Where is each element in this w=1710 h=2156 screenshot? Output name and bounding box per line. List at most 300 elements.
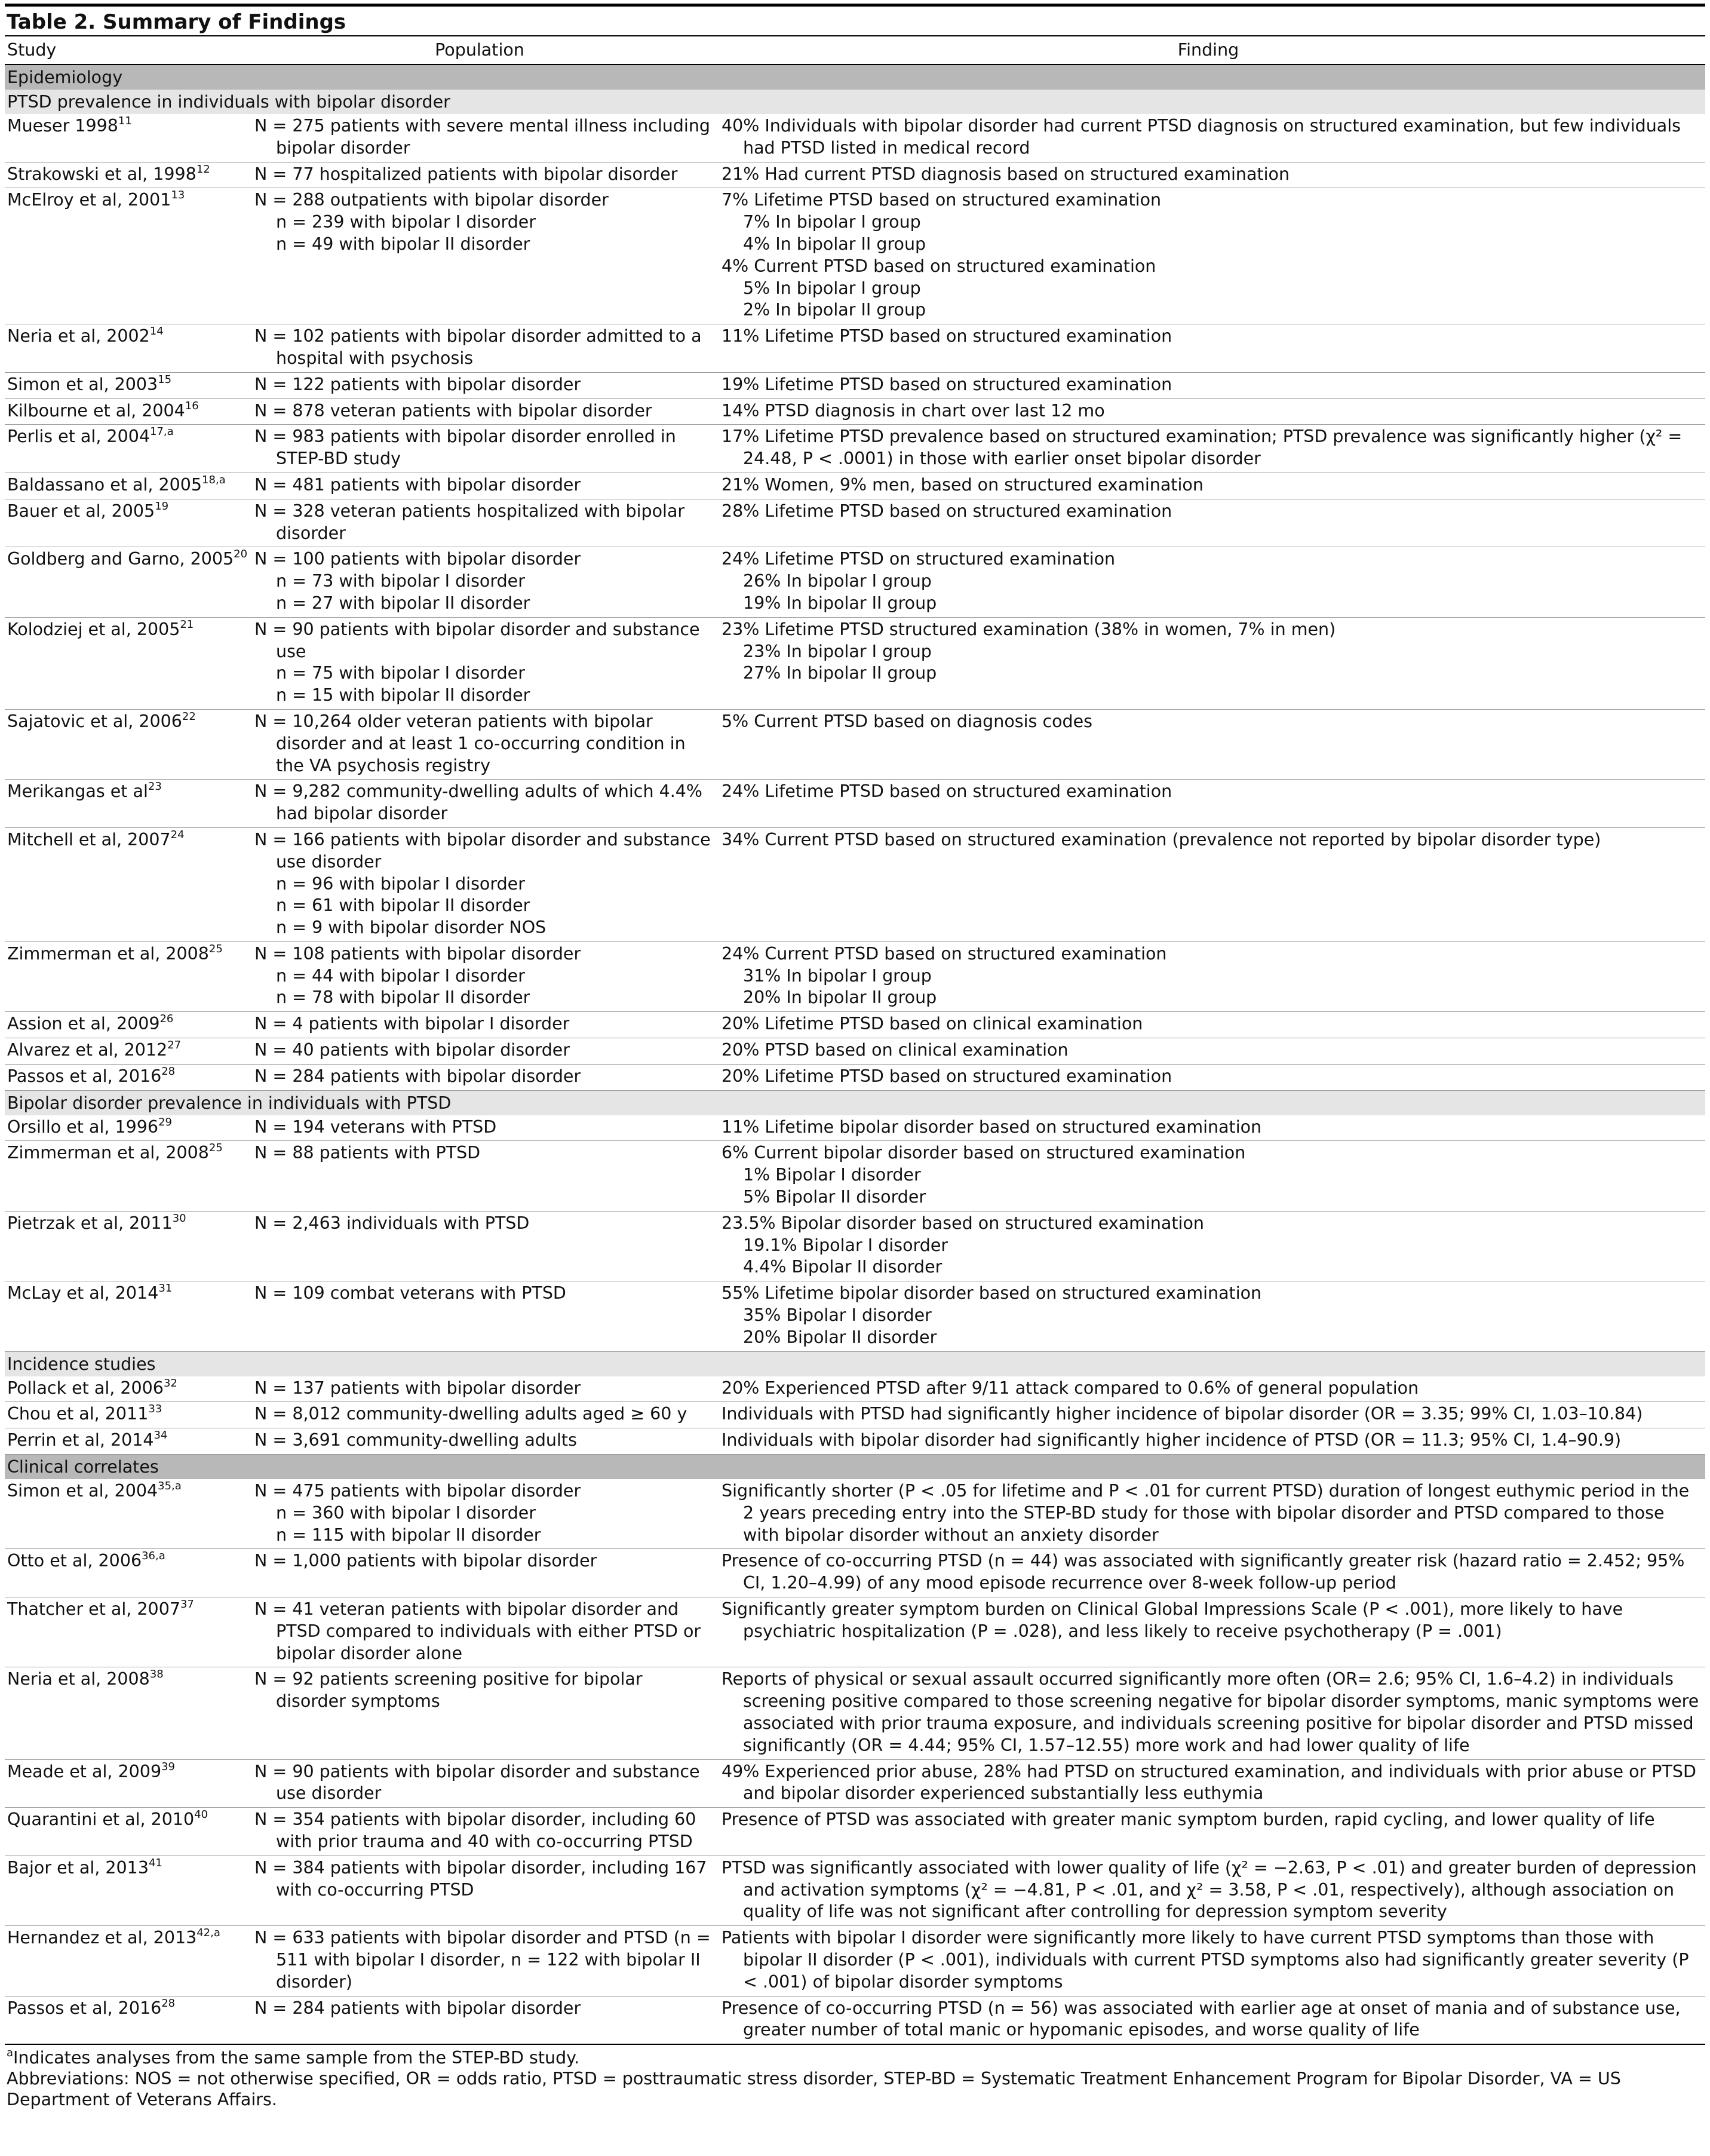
reference-mark: 32 bbox=[163, 1376, 177, 1390]
population-line: N = 109 combat veterans with PTSD bbox=[254, 1283, 566, 1304]
population-line: N = 137 patients with bipolar disorder bbox=[254, 1378, 581, 1398]
finding-line: 24% Current PTSD based on structured examination bbox=[722, 943, 1167, 964]
finding-cell bbox=[722, 426, 1705, 470]
population-cell bbox=[254, 943, 722, 1009]
population-cell bbox=[254, 164, 722, 186]
finding-cell bbox=[722, 1761, 1705, 1805]
subsection-header: PTSD prevalence in individuals with bipolar disorder bbox=[5, 90, 1705, 114]
finding-line: 40% Individuals with bipolar disorder had current PTSD diagnosis on structured examination, but few individuals had PTSD listed in medical record bbox=[722, 116, 1681, 158]
study-name: Kolodziej et al, 2005 bbox=[7, 619, 180, 639]
table-title: Table 2. Summary of Findings bbox=[7, 10, 346, 34]
finding-line: 7% Lifetime PTSD based on structured examination bbox=[722, 190, 1162, 210]
population-line: N = 328 veteran patients hospitalized with bipolar disorder bbox=[254, 501, 685, 543]
reference-mark: 12 bbox=[196, 162, 210, 176]
study-name: Goldberg and Garno, 2005 bbox=[7, 549, 234, 569]
population-line: N = 983 patients with bipolar disorder enrolled in STEP-BD study bbox=[254, 427, 676, 469]
finding-line: 6% Current bipolar disorder based on structured examination bbox=[722, 1143, 1246, 1163]
finding-cell bbox=[722, 1213, 1705, 1278]
population-cell bbox=[254, 115, 722, 160]
table-row bbox=[5, 1065, 1705, 1091]
finding-line: 20% Bipolar II disorder bbox=[743, 1327, 937, 1347]
reference-mark: 15 bbox=[158, 373, 172, 386]
reference-mark: 28 bbox=[161, 1996, 176, 2010]
finding-line: 4.4% Bipolar II disorder bbox=[743, 1257, 943, 1277]
reference-mark: 20 bbox=[234, 548, 248, 561]
table-row bbox=[5, 1667, 1705, 1759]
population-line: n = 239 with bipolar I disorder bbox=[276, 212, 536, 232]
study-cell bbox=[5, 1480, 254, 1546]
finding-cell bbox=[722, 943, 1705, 1009]
reference-mark: 22 bbox=[182, 710, 196, 723]
table-row bbox=[5, 425, 1705, 473]
study-cell bbox=[5, 1430, 254, 1452]
population-cell bbox=[254, 1283, 722, 1348]
table-row bbox=[5, 1402, 1705, 1428]
population-line: N = 284 patients with bipolar disorder bbox=[254, 1066, 581, 1086]
study-cell bbox=[5, 1066, 254, 1088]
section-header: Clinical correlates bbox=[5, 1455, 1705, 1479]
finding-line: 1% Bipolar I disorder bbox=[743, 1165, 921, 1185]
table-row bbox=[5, 373, 1705, 399]
study-cell bbox=[5, 474, 254, 496]
table-row bbox=[5, 1038, 1705, 1065]
population-line: N = 88 patients with PTSD bbox=[254, 1143, 481, 1163]
finding-line: 19% Lifetime PTSD based on structured examination bbox=[722, 374, 1172, 394]
study-cell bbox=[5, 1283, 254, 1348]
reference-mark: 24 bbox=[170, 828, 185, 841]
study-cell bbox=[5, 1998, 254, 2042]
finding-line: 34% Current PTSD based on structured examination (prevalence not reported by bipolar disorder type) bbox=[722, 829, 1601, 849]
population-cell bbox=[254, 374, 722, 396]
reference-mark: 13 bbox=[171, 189, 185, 202]
finding-cell bbox=[722, 1142, 1705, 1208]
finding-line: Individuals with bipolar disorder had significantly higher incidence of PTSD (OR = 11.3; 95% CI, 1.4–90.9) bbox=[722, 1430, 1622, 1450]
study-cell bbox=[5, 1809, 254, 1853]
population-cell bbox=[254, 1669, 722, 1756]
table-row bbox=[5, 499, 1705, 548]
population-cell bbox=[254, 326, 722, 370]
population-line: N = 288 outpatients with bipolar disorder bbox=[254, 190, 609, 210]
finding-cell bbox=[722, 1430, 1705, 1452]
finding-cell bbox=[722, 829, 1705, 939]
table-row bbox=[5, 710, 1705, 780]
table-row bbox=[5, 1479, 1705, 1549]
table-row bbox=[5, 1141, 1705, 1211]
study-name: Merikangas et al bbox=[7, 781, 148, 802]
population-line: N = 475 patients with bipolar disorder bbox=[254, 1481, 581, 1501]
reference-mark: 38 bbox=[149, 1668, 164, 1681]
finding-line: 5% Current PTSD based on diagnosis codes bbox=[722, 711, 1093, 731]
subsection-header: Incidence studies bbox=[5, 1352, 1705, 1376]
population-line: N = 166 patients with bipolar disorder and substance use disorder bbox=[254, 829, 711, 872]
study-name: Perrin et al, 2014 bbox=[7, 1430, 154, 1450]
study-cell bbox=[5, 115, 254, 160]
finding-line: 26% In bipolar I group bbox=[743, 571, 932, 591]
finding-cell bbox=[722, 1550, 1705, 1594]
finding-line: 4% Current PTSD based on structured examination bbox=[722, 256, 1156, 276]
population-cell bbox=[254, 1403, 722, 1425]
population-line: N = 92 patients screening positive for bipolar disorder symptoms bbox=[254, 1669, 643, 1712]
population-line: N = 4 patients with bipolar I disorder bbox=[254, 1014, 570, 1034]
finding-line: 20% Lifetime PTSD based on structured examination bbox=[722, 1066, 1172, 1086]
finding-cell bbox=[722, 1403, 1705, 1425]
population-cell bbox=[254, 1480, 722, 1546]
study-cell bbox=[5, 1761, 254, 1805]
population-line: n = 115 with bipolar II disorder bbox=[276, 1525, 541, 1545]
reference-mark: 19 bbox=[155, 499, 169, 513]
reference-mark: 16 bbox=[185, 399, 199, 412]
header-finding: Finding bbox=[1177, 39, 1239, 60]
study-name: Orsillo et al, 1996 bbox=[7, 1117, 159, 1137]
population-line: n = 75 with bipolar I disorder bbox=[276, 663, 525, 683]
finding-cell bbox=[722, 619, 1705, 707]
finding-cell bbox=[722, 1039, 1705, 1062]
population-line: n = 49 with bipolar II disorder bbox=[276, 234, 530, 254]
study-name: Chou et al, 2011 bbox=[7, 1404, 149, 1424]
reference-mark: 42,a bbox=[197, 1927, 220, 1940]
population-line: n = 78 with bipolar II disorder bbox=[276, 987, 530, 1008]
population-line: n = 360 with bipolar I disorder bbox=[276, 1502, 536, 1523]
study-cell bbox=[5, 1039, 254, 1062]
population-line: n = 61 with bipolar II disorder bbox=[276, 895, 530, 916]
table-row bbox=[5, 618, 1705, 710]
table-row bbox=[5, 1926, 1705, 1996]
finding-line: 21% Had current PTSD diagnosis based on structured examination bbox=[722, 164, 1290, 184]
reference-mark: 40 bbox=[194, 1808, 208, 1821]
study-cell bbox=[5, 426, 254, 470]
population-line: N = 633 patients with bipolar disorder and PTSD (n = 511 with bipolar I disorder, n = 122 with bipolar II disorder) bbox=[254, 1928, 711, 1992]
finding-cell bbox=[722, 1066, 1705, 1088]
finding-cell bbox=[722, 474, 1705, 496]
finding-line: Significantly shorter (P < .05 for lifetime and P < .01 for current PTSD) duration of longest euthymic period in the 2 years preceding entry into the STEP-BD study for those with bipolar disorder and PTSD compared to those with bipolar disorder without an anxiety disorder bbox=[722, 1481, 1690, 1545]
population-line: n = 9 with bipolar disorder NOS bbox=[276, 918, 547, 938]
finding-line: 17% Lifetime PTSD prevalence based on structured examination; PTSD prevalence was significantly higher (χ² = 24.48, P < .0001) in those with earlier onset bipolar disorder bbox=[722, 427, 1683, 469]
reference-mark: 14 bbox=[149, 325, 164, 338]
finding-line: 35% Bipolar I disorder bbox=[743, 1305, 932, 1326]
finding-line: 14% PTSD diagnosis in chart over last 12 mo bbox=[722, 400, 1105, 421]
finding-cell bbox=[722, 711, 1705, 777]
table-row bbox=[5, 1597, 1705, 1667]
population-line: N = 878 veteran patients with bipolar disorder bbox=[254, 400, 652, 421]
population-line: N = 40 patients with bipolar disorder bbox=[254, 1040, 570, 1060]
footnote-text: Indicates analyses from the same sample from the STEP-BD study. bbox=[13, 2048, 580, 2068]
table-row bbox=[5, 1115, 1705, 1142]
study-cell bbox=[5, 1013, 254, 1035]
finding-line: 27% In bipolar II group bbox=[743, 663, 937, 683]
population-line: N = 384 patients with bipolar disorder, including 167 with co-occurring PTSD bbox=[254, 1857, 707, 1900]
finding-line: Presence of PTSD was associated with greater manic symptom burden, rapid cycling, and lower quality of life bbox=[722, 1810, 1655, 1830]
study-cell bbox=[5, 326, 254, 370]
population-cell bbox=[254, 1117, 722, 1139]
population-line: N = 10,264 older veteran patients with bipolar disorder and at least 1 co-occurring condition in the VA psychosis registry bbox=[254, 711, 686, 775]
finding-cell bbox=[722, 1117, 1705, 1139]
footnote-mark: a bbox=[7, 2047, 14, 2060]
population-cell bbox=[254, 1809, 722, 1853]
study-name: Bajor et al, 2013 bbox=[7, 1857, 149, 1878]
study-cell bbox=[5, 1669, 254, 1756]
population-line: N = 100 patients with bipolar disorder bbox=[254, 549, 581, 569]
study-name: Perlis et al, 2004 bbox=[7, 427, 150, 447]
finding-cell bbox=[722, 1998, 1705, 2042]
table-row bbox=[5, 942, 1705, 1012]
finding-line: Significantly greater symptom burden on Clinical Global Impressions Scale (P < .001), more likely to have psychiatric hospitalization (P = .028), and less likely to receive psychotherapy (P = .001) bbox=[722, 1599, 1623, 1641]
finding-line: Patients with bipolar I disorder were significantly more likely to have current PTSD symptoms than those with bipolar II disorder (P < .001), individuals with current PTSD symptoms also had significantly greater severity (P < .001) of bipolar disorder symptoms bbox=[722, 1928, 1689, 1992]
finding-cell bbox=[722, 501, 1705, 545]
study-cell bbox=[5, 781, 254, 825]
finding-line: Individuals with PTSD had significantly higher incidence of bipolar disorder (OR = 3.35; 99% CI, 1.03–10.84) bbox=[722, 1404, 1643, 1424]
finding-line: 23.5% Bipolar disorder based on structured examination bbox=[722, 1213, 1204, 1233]
population-cell bbox=[254, 1550, 722, 1594]
table-row bbox=[5, 188, 1705, 324]
study-cell bbox=[5, 1142, 254, 1208]
table-row bbox=[5, 114, 1705, 162]
study-cell bbox=[5, 164, 254, 186]
reference-mark: 34 bbox=[153, 1429, 168, 1442]
study-cell bbox=[5, 1403, 254, 1425]
header-study: Study bbox=[7, 39, 57, 60]
population-line: N = 9,282 community-dwelling adults of which 4.4% had bipolar disorder bbox=[254, 781, 703, 824]
table-row bbox=[5, 162, 1705, 189]
reference-mark: 25 bbox=[208, 1142, 223, 1155]
finding-line: 23% In bipolar I group bbox=[743, 641, 932, 661]
footnote bbox=[5, 2047, 1705, 2068]
population-cell bbox=[254, 1142, 722, 1208]
finding-cell bbox=[722, 164, 1705, 186]
study-cell bbox=[5, 1599, 254, 1664]
study-cell bbox=[5, 400, 254, 422]
finding-cell bbox=[722, 1378, 1705, 1400]
study-name: Meade et al, 2009 bbox=[7, 1761, 162, 1781]
study-name: McLay et al, 2014 bbox=[7, 1283, 159, 1304]
study-name: Passos et al, 2016 bbox=[7, 1998, 162, 2018]
finding-cell bbox=[722, 1013, 1705, 1035]
reference-mark: 41 bbox=[148, 1856, 162, 1869]
finding-line: 19.1% Bipolar I disorder bbox=[743, 1235, 948, 1255]
population-cell bbox=[254, 711, 722, 777]
study-name: Pietrzak et al, 2011 bbox=[7, 1213, 173, 1233]
study-name: Kilbourne et al, 2004 bbox=[7, 400, 185, 421]
abbreviations: Abbreviations: NOS = not otherwise specified, OR = odds ratio, PTSD = posttraumatic stress disorder, STEP-BD = Systematic Treatment Enhancement Program for Bipolar Disorder, VA = US Department of Veterans Affairs. bbox=[7, 2069, 1621, 2110]
table-row bbox=[5, 399, 1705, 425]
finding-line: Presence of co-occurring PTSD (n = 44) was associated with significantly greater risk (hazard ratio = 2.452; 95% CI, 1.20–4.99) of any mood episode recurrence over 8-week follow-up period bbox=[722, 1551, 1685, 1593]
finding-line: 24% Lifetime PTSD on structured examination bbox=[722, 549, 1116, 569]
reference-mark: 11 bbox=[118, 115, 132, 127]
table-row bbox=[5, 547, 1705, 617]
population-line: n = 73 with bipolar I disorder bbox=[276, 571, 525, 591]
reference-mark: 25 bbox=[208, 942, 223, 955]
finding-cell bbox=[722, 400, 1705, 422]
study-cell bbox=[5, 1857, 254, 1923]
population-line: n = 44 with bipolar I disorder bbox=[276, 965, 525, 986]
table-row bbox=[5, 1012, 1705, 1038]
population-line: N = 90 patients with bipolar disorder and substance use bbox=[254, 619, 700, 661]
table-row bbox=[5, 1996, 1705, 2045]
study-cell bbox=[5, 548, 254, 614]
study-name: Passos et al, 2016 bbox=[7, 1066, 162, 1086]
population-cell bbox=[254, 474, 722, 496]
study-cell bbox=[5, 711, 254, 777]
study-name: Assion et al, 2009 bbox=[7, 1014, 160, 1034]
finding-line: 55% Lifetime bipolar disorder based on structured examination bbox=[722, 1283, 1262, 1304]
population-cell bbox=[254, 1066, 722, 1088]
top-rule bbox=[5, 4, 1705, 7]
study-name: Bauer et al, 2005 bbox=[7, 501, 155, 521]
population-line: N = 41 veteran patients with bipolar disorder and PTSD compared to individuals with either PTSD or bipolar disorder alone bbox=[254, 1599, 701, 1663]
population-cell bbox=[254, 1599, 722, 1664]
table-row bbox=[5, 1760, 1705, 1808]
population-cell bbox=[254, 1430, 722, 1452]
finding-line: 23% Lifetime PTSD structured examination (38% in women, 7% in men) bbox=[722, 619, 1336, 639]
population-line: N = 77 hospitalized patients with bipolar disorder bbox=[254, 164, 678, 184]
population-cell bbox=[254, 1013, 722, 1035]
table-row bbox=[5, 780, 1705, 828]
population-line: N = 275 patients with severe mental illness including bipolar disorder bbox=[254, 116, 710, 158]
study-name: Neria et al, 2008 bbox=[7, 1669, 150, 1689]
population-cell bbox=[254, 829, 722, 939]
population-line: N = 2,463 individuals with PTSD bbox=[254, 1213, 530, 1233]
finding-line: 19% In bipolar II group bbox=[743, 593, 937, 613]
finding-line: 2% In bipolar II group bbox=[743, 300, 926, 320]
finding-line: 20% Experienced PTSD after 9/11 attack compared to 0.6% of general population bbox=[722, 1378, 1419, 1398]
reference-mark: 21 bbox=[180, 618, 194, 631]
finding-cell bbox=[722, 115, 1705, 160]
study-name: Simon et al, 2004 bbox=[7, 1481, 158, 1501]
population-cell bbox=[254, 1378, 722, 1400]
reference-mark: 36,a bbox=[142, 1550, 165, 1563]
reference-mark: 18,a bbox=[202, 473, 226, 486]
study-name: Quarantini et al, 2010 bbox=[7, 1810, 195, 1830]
study-cell bbox=[5, 189, 254, 321]
finding-line: 31% In bipolar I group bbox=[743, 965, 932, 986]
study-name: Baldassano et al, 2005 bbox=[7, 474, 202, 495]
finding-line: 5% Bipolar II disorder bbox=[743, 1187, 926, 1207]
population-line: N = 354 patients with bipolar disorder, including 60 with prior trauma and 40 with co-occurring PTSD bbox=[254, 1810, 696, 1851]
reference-mark: 23 bbox=[148, 780, 162, 793]
population-cell bbox=[254, 1927, 722, 1993]
study-cell bbox=[5, 619, 254, 707]
finding-cell bbox=[722, 1857, 1705, 1923]
table-row bbox=[5, 1376, 1705, 1403]
population-cell bbox=[254, 1213, 722, 1278]
study-name: Zimmerman et al, 2008 bbox=[7, 1143, 209, 1163]
finding-cell bbox=[722, 1927, 1705, 1993]
study-cell bbox=[5, 1117, 254, 1139]
reference-mark: 33 bbox=[148, 1403, 162, 1416]
finding-line: 21% Women, 9% men, based on structured examination bbox=[722, 474, 1204, 495]
study-cell bbox=[5, 501, 254, 545]
reference-mark: 17,a bbox=[149, 425, 174, 438]
reference-mark: 26 bbox=[159, 1013, 174, 1026]
study-name: Zimmerman et al, 2008 bbox=[7, 943, 209, 964]
population-line: N = 194 veterans with PTSD bbox=[254, 1117, 497, 1137]
study-cell bbox=[5, 1927, 254, 1993]
table-row bbox=[5, 828, 1705, 942]
finding-line: 11% Lifetime PTSD based on structured examination bbox=[722, 326, 1172, 346]
study-name: Simon et al, 2003 bbox=[7, 374, 158, 394]
finding-line: PTSD was significantly associated with lower quality of life (χ² = −2.63, P < .01) and greater burden of depression and activation symptoms (χ² = −4.81, P < .01, and χ² = 3.58, P < .01, respectively), although association on quality of life was not significant after controlling for depression symptom severity bbox=[722, 1857, 1697, 1922]
population-cell bbox=[254, 400, 722, 422]
reference-mark: 31 bbox=[158, 1282, 173, 1295]
table-row bbox=[5, 473, 1705, 499]
study-name: Otto et al, 2006 bbox=[7, 1551, 142, 1571]
table-row bbox=[5, 324, 1705, 373]
finding-line: 20% In bipolar II group bbox=[743, 987, 937, 1008]
table-header bbox=[5, 35, 1705, 65]
finding-line: 11% Lifetime bipolar disorder based on structured examination bbox=[722, 1117, 1262, 1137]
population-line: N = 8,012 community-dwelling adults aged ≥ 60 y bbox=[254, 1404, 687, 1424]
table-row bbox=[5, 1281, 1705, 1351]
study-name: Neria et al, 2002 bbox=[7, 326, 150, 346]
reference-mark: 29 bbox=[158, 1115, 172, 1128]
study-cell bbox=[5, 829, 254, 939]
finding-cell bbox=[722, 1599, 1705, 1664]
reference-mark: 28 bbox=[161, 1065, 176, 1078]
table-row bbox=[5, 1549, 1705, 1597]
population-cell bbox=[254, 781, 722, 825]
finding-cell bbox=[722, 548, 1705, 614]
population-cell bbox=[254, 1857, 722, 1923]
population-cell bbox=[254, 619, 722, 707]
section-header: Epidemiology bbox=[5, 65, 1705, 90]
finding-line: 28% Lifetime PTSD based on structured examination bbox=[722, 501, 1172, 521]
study-name: McElroy et al, 2001 bbox=[7, 190, 171, 210]
study-name: Sajatovic et al, 2006 bbox=[7, 711, 182, 731]
header-population: Population bbox=[435, 39, 524, 60]
population-cell bbox=[254, 1039, 722, 1062]
population-line: n = 27 with bipolar II disorder bbox=[276, 593, 530, 613]
finding-line: 4% In bipolar II group bbox=[743, 234, 926, 254]
finding-line: 5% In bipolar I group bbox=[743, 278, 921, 298]
population-line: N = 108 patients with bipolar disorder bbox=[254, 943, 581, 964]
study-cell bbox=[5, 374, 254, 396]
population-cell bbox=[254, 189, 722, 321]
finding-cell bbox=[722, 326, 1705, 370]
population-cell bbox=[254, 1761, 722, 1805]
subsection-header: Bipolar disorder prevalence in individuals with PTSD bbox=[5, 1091, 1705, 1115]
finding-cell bbox=[722, 374, 1705, 396]
study-cell bbox=[5, 1550, 254, 1594]
finding-cell bbox=[722, 781, 1705, 825]
finding-line: 20% Lifetime PTSD based on clinical examination bbox=[722, 1014, 1143, 1034]
reference-mark: 35,a bbox=[158, 1480, 182, 1493]
population-line: n = 15 with bipolar II disorder bbox=[276, 685, 530, 706]
study-cell bbox=[5, 943, 254, 1009]
study-name: Pollack et al, 2006 bbox=[7, 1378, 164, 1398]
study-name: Alvarez et al, 2012 bbox=[7, 1040, 168, 1060]
table-row bbox=[5, 1856, 1705, 1926]
reference-mark: 39 bbox=[161, 1760, 175, 1773]
study-cell bbox=[5, 1213, 254, 1278]
finding-line: Presence of co-occurring PTSD (n = 56) was associated with earlier age at onset of mania and of substance use, greater number of total manic or hypomanic episodes, and worse quality of life bbox=[722, 1998, 1681, 2040]
population-cell bbox=[254, 548, 722, 614]
study-cell bbox=[5, 1378, 254, 1400]
population-line: N = 284 patients with bipolar disorder bbox=[254, 1998, 581, 2018]
study-name: Mitchell et al, 2007 bbox=[7, 829, 171, 849]
population-cell bbox=[254, 426, 722, 470]
finding-line: 20% PTSD based on clinical examination bbox=[722, 1040, 1069, 1060]
finding-cell bbox=[722, 1283, 1705, 1348]
finding-cell bbox=[722, 1669, 1705, 1756]
population-line: n = 96 with bipolar I disorder bbox=[276, 873, 525, 894]
reference-mark: 27 bbox=[167, 1039, 182, 1052]
population-line: N = 481 patients with bipolar disorder bbox=[254, 474, 581, 495]
study-name: Thatcher et al, 2007 bbox=[7, 1599, 180, 1620]
population-line: N = 1,000 patients with bipolar disorder bbox=[254, 1551, 597, 1571]
study-name: Strakowski et al, 1998 bbox=[7, 164, 197, 184]
finding-line: 24% Lifetime PTSD based on structured examination bbox=[722, 781, 1172, 802]
study-name: Hernandez et al, 2013 bbox=[7, 1928, 197, 1948]
reference-mark: 30 bbox=[172, 1212, 186, 1225]
